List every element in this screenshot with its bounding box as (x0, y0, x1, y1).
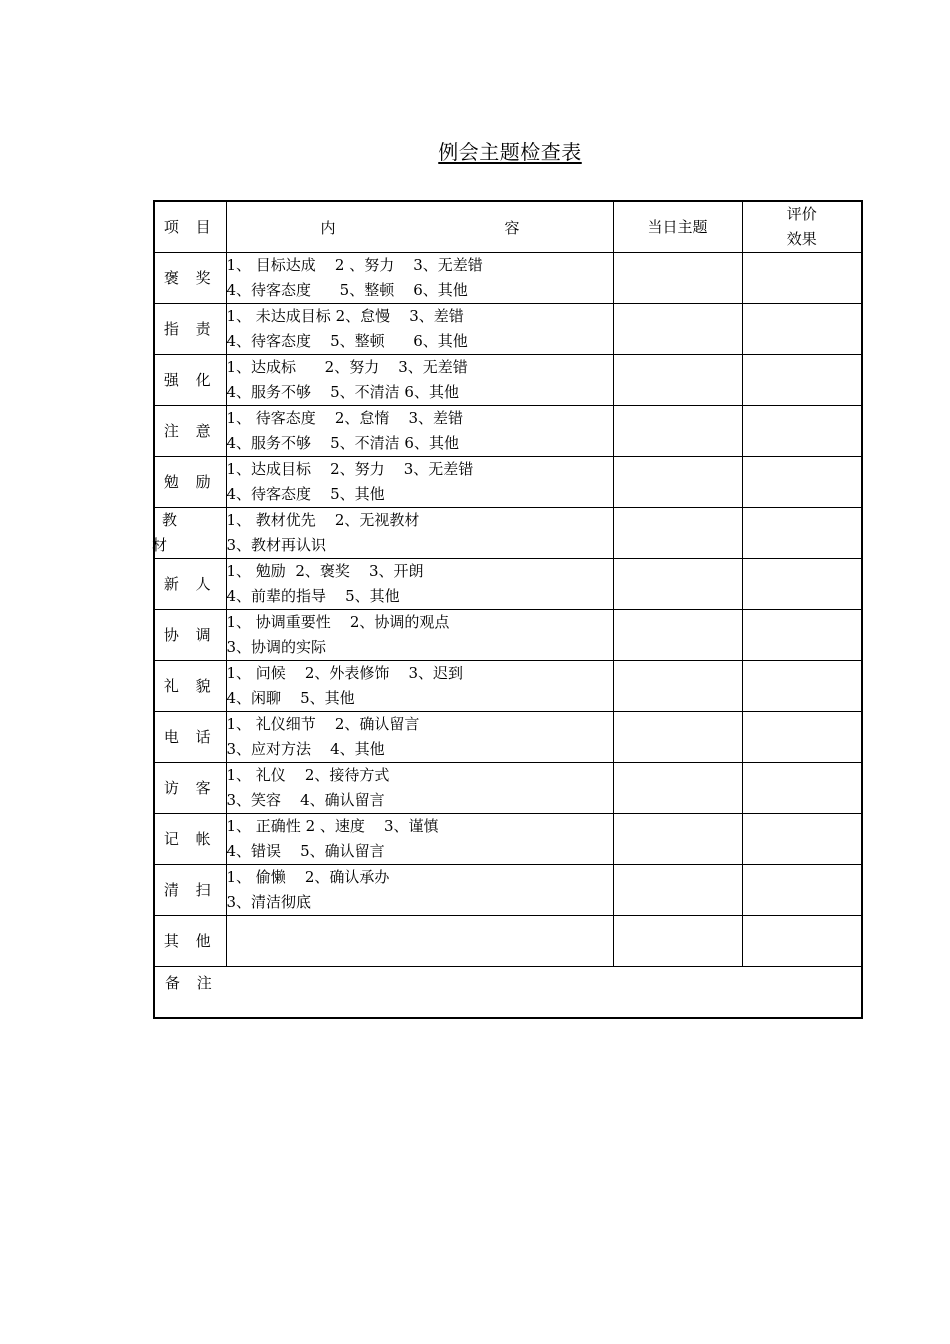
row-content (226, 610, 613, 661)
row-item: 其 他 (154, 916, 226, 967)
row-item: 记 帐 (154, 814, 226, 865)
row-content-line1: 1、 问候 2、外表修饰 3、迟到 (226, 664, 464, 682)
row-content (226, 661, 613, 712)
remark-cell[interactable] (154, 967, 862, 1019)
row-content-line1: 1、 协调重要性 2、协调的观点 (226, 613, 450, 631)
eval-cell[interactable] (742, 865, 862, 916)
row-content (226, 712, 613, 763)
table-row (154, 355, 862, 406)
row-item (154, 508, 226, 559)
table-row (154, 865, 862, 916)
table-row (154, 457, 862, 508)
row-content-line2: 3、清洁彻底 (226, 893, 312, 911)
eval-cell[interactable] (742, 406, 862, 457)
theme-cell[interactable] (613, 457, 742, 508)
remark-row (154, 967, 862, 1019)
table-row (154, 508, 862, 559)
row-content-line1: 1、 待客态度 2、怠惰 3、差错 (226, 409, 464, 427)
row-content-line2: 3、协调的实际 (226, 638, 327, 656)
table-row (154, 610, 862, 661)
row-content-line2: 4、待客态度 5、其他 (226, 485, 385, 503)
table-row (154, 916, 862, 967)
table-row (154, 406, 862, 457)
row-item-line1: 教 (162, 511, 178, 529)
eval-cell[interactable] (742, 814, 862, 865)
row-content-line2: 4、闲聊 5、其他 (226, 689, 355, 707)
theme-cell[interactable] (613, 559, 742, 610)
theme-cell[interactable] (613, 355, 742, 406)
eval-cell[interactable] (742, 712, 862, 763)
row-content (226, 253, 613, 304)
eval-cell[interactable] (742, 508, 862, 559)
row-content-line1: 1、 目标达成 2 、努力 3、无差错 (226, 256, 483, 274)
row-item: 电 话 (154, 712, 226, 763)
row-content-line1: 1、 正确性 2 、速度 3、谨慎 (226, 817, 439, 835)
eval-cell[interactable] (742, 253, 862, 304)
row-item: 褒 奖 (154, 253, 226, 304)
row-content-line2: 4、待客态度 5、整顿 6、其他 (226, 332, 468, 350)
row-content-line1: 1、 偷懒 2、确认承办 (226, 868, 390, 886)
row-item: 指 责 (154, 304, 226, 355)
theme-cell[interactable] (613, 253, 742, 304)
header-theme: 当日主题 (613, 201, 742, 253)
eval-cell[interactable] (742, 355, 862, 406)
checklist-table (153, 200, 863, 1019)
row-content-line1: 1、 礼仪 2、接待方式 (226, 766, 390, 784)
eval-cell[interactable] (742, 661, 862, 712)
theme-cell[interactable] (613, 610, 742, 661)
row-item: 新 人 (154, 559, 226, 610)
header-eval (742, 201, 862, 253)
row-content[interactable] (226, 916, 613, 967)
row-item: 注 意 (154, 406, 226, 457)
theme-cell[interactable] (613, 406, 742, 457)
header-content-right: 容 (504, 219, 520, 237)
row-content-line2: 4、服务不够 5、不清洁 6、其他 (226, 383, 459, 401)
row-content (226, 508, 613, 559)
table-row (154, 253, 862, 304)
row-content (226, 457, 613, 508)
header-content (226, 201, 613, 253)
table-row (154, 712, 862, 763)
row-content-line2: 4、错误 5、确认留言 (226, 842, 385, 860)
row-content-line2: 3、教材再认识 (226, 536, 327, 554)
row-content-line1: 1、 未达成目标 2、怠慢 3、差错 (226, 307, 464, 325)
row-content-line2: 4、前辈的指导 5、其他 (226, 587, 400, 605)
theme-cell[interactable] (613, 508, 742, 559)
table-row (154, 559, 862, 610)
row-item: 访 客 (154, 763, 226, 814)
remark-label: 备 注 (165, 974, 218, 992)
header-eval-line1: 评价 (786, 205, 817, 223)
table-row (154, 661, 862, 712)
row-content-line1: 1、 教材优先 2、无视教材 (226, 511, 420, 529)
theme-cell[interactable] (613, 916, 742, 967)
row-content-line1: 1、 勉励 2、褒奖 3、开朗 (226, 562, 424, 580)
row-content-line1: 1、达成目标 2、努力 3、无差错 (226, 460, 474, 478)
eval-cell[interactable] (742, 610, 862, 661)
theme-cell[interactable] (613, 304, 742, 355)
header-content-left: 内 (320, 219, 336, 237)
row-content-line1: 1、达成标 2、努力 3、无差错 (226, 358, 468, 376)
row-content (226, 865, 613, 916)
eval-cell[interactable] (742, 916, 862, 967)
theme-cell[interactable] (613, 763, 742, 814)
row-content (226, 814, 613, 865)
theme-cell[interactable] (613, 814, 742, 865)
row-content (226, 763, 613, 814)
row-content (226, 304, 613, 355)
row-item: 勉 励 (154, 457, 226, 508)
row-item: 清 扫 (154, 865, 226, 916)
table-row (154, 304, 862, 355)
theme-cell[interactable] (613, 661, 742, 712)
eval-cell[interactable] (742, 457, 862, 508)
table-row (154, 814, 862, 865)
row-content (226, 406, 613, 457)
row-item: 协 调 (154, 610, 226, 661)
row-content (226, 559, 613, 610)
row-content-line2: 3、笑容 4、确认留言 (226, 791, 385, 809)
eval-cell[interactable] (742, 304, 862, 355)
theme-cell[interactable] (613, 865, 742, 916)
eval-cell[interactable] (742, 763, 862, 814)
header-item: 项 目 (154, 201, 226, 253)
row-content-line2: 4、服务不够 5、不清洁 6、其他 (226, 434, 459, 452)
row-item: 礼 貌 (154, 661, 226, 712)
row-content-line1: 1、 礼仪细节 2、确认留言 (226, 715, 420, 733)
theme-cell[interactable] (613, 712, 742, 763)
page-title: 例会主题检查表 (438, 140, 582, 164)
row-content-line2: 4、待客态度 5、整顿 6、其他 (226, 281, 468, 299)
table-row (154, 763, 862, 814)
row-content-line2: 3、应对方法 4、其他 (226, 740, 385, 758)
row-item-line2: 材 (152, 536, 168, 554)
row-content (226, 355, 613, 406)
row-item: 强 化 (154, 355, 226, 406)
header-eval-line2: 效果 (786, 230, 817, 248)
table-header-row (154, 201, 862, 253)
eval-cell[interactable] (742, 559, 862, 610)
